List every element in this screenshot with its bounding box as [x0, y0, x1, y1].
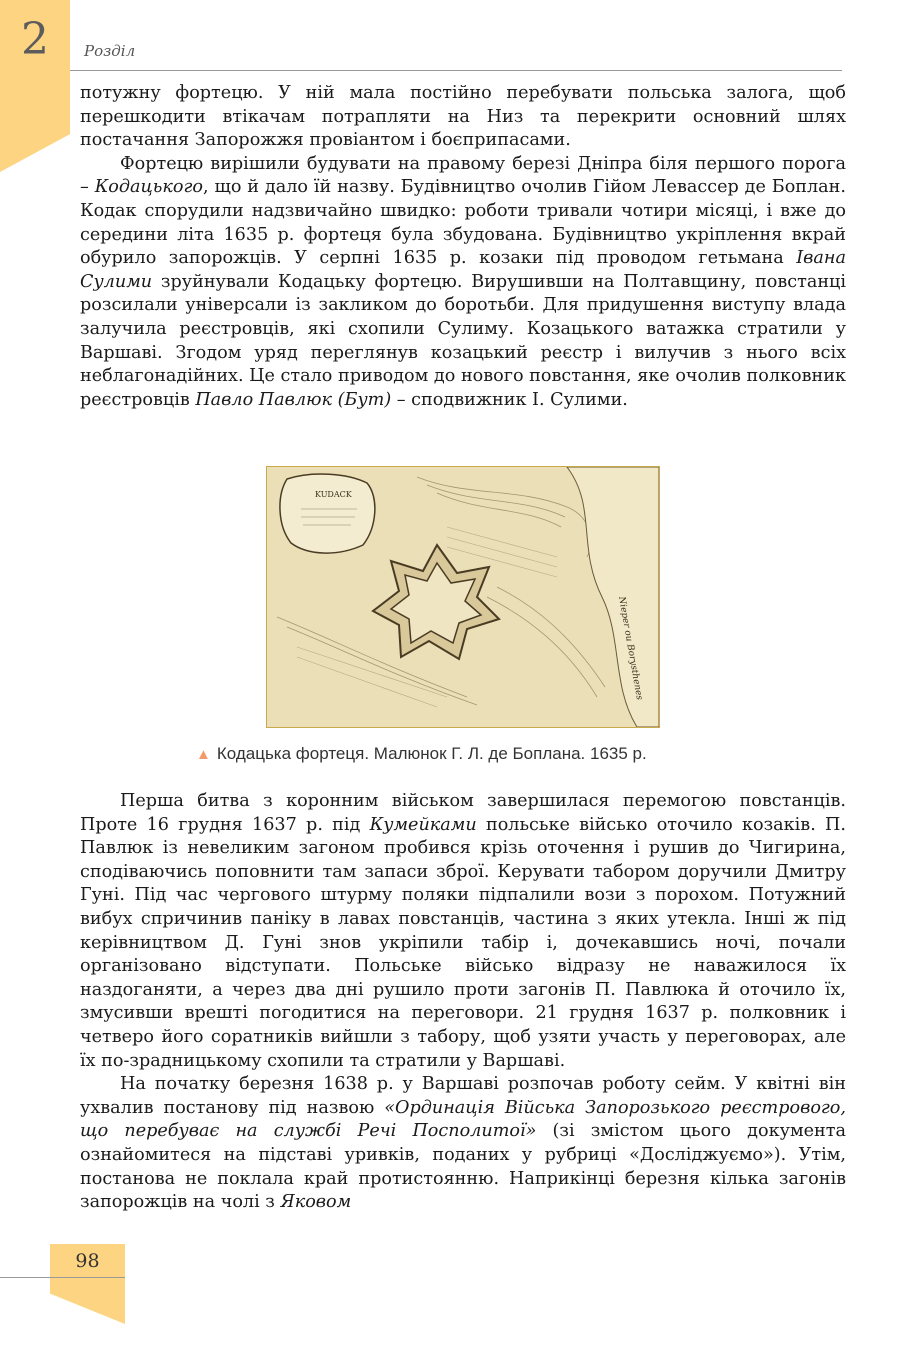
paragraph: потужну фортецю. У ній мала постійно перебувати польська залога, щоб перешкодити втікачам потрапляти на Низ та перекрити основний шлях постачання Запорожжя провіантом і боєприпасами. [80, 83, 846, 151]
triangle-up-icon: ▲ [196, 746, 211, 763]
italic-name: Павло Павлюк (Бут) [195, 389, 392, 410]
italic-document-title: «Ординація Війська Запорозького реєстрового, що перебуває на службі Речі Посполитої» [80, 1097, 846, 1142]
text-block-top [80, 82, 846, 412]
map-cartouche [280, 474, 375, 553]
italic-term: Кодацького [94, 177, 203, 198]
kodak-fortress-engraving [266, 466, 660, 728]
paragraph: Фортецю вирішили будувати на правому березі Дніпра біля першого порога – Кодацького, що й дало їй назву. Будівництво очолив Гійом Левассер де Боплан. Кодак спорудили надзвичайно швидко: роботи тривали чотири місяці, і вже до середини літа 1635 р. фортеця була збудована. Будівництво укріплення вкрай обурило запорожців. У серпні 1635 р. козаки під проводом гетьмана Івана Сулими зруйнували Кодацьку фортецю. Вирушивши на Полтавщину, повстанці розсилали універсали із закликом до боротьби. Для придушення виступу влада залучила реєстровців, які схопили Сулиму. Козацького ватажка стратили у Варшаві. Згодом уряд переглянув козацький реєстр і вилучив з нього всіх неблагонадійних. Це стало приводом до нового повстання, яке очолив полковник реєстровців Павло Павлюк (Бут) – сподвижник І. Сулими. [80, 153, 846, 410]
chapter-label: Розділ [84, 42, 136, 60]
page-number: 98 [75, 1250, 100, 1272]
italic-name: Яковом [280, 1192, 352, 1213]
header-divider [70, 70, 842, 71]
italic-place: Кумейками [369, 814, 477, 835]
figure-caption: ▲ Кодацька фортеця. Малюнок Г. Л. де Боплана. 1635 р. [196, 744, 647, 763]
fortress-map-illustration [267, 467, 659, 727]
chapter-number: 2 [21, 14, 49, 65]
italic-name: Івана Сулими [80, 248, 846, 292]
text-block-bottom [80, 790, 846, 1215]
cartouche-text: KUDACK [315, 490, 352, 499]
footer-divider [0, 1277, 125, 1278]
paragraph: Перша битва з коронним військом завершилася перемогою повстанців. Проте 16 грудня 1637 р. під Кумейками польське військо оточило козаків. П. Павлюк із невеликим загоном пробився крізь оточення і рушив до Чигирина, сподіваючись поповнити там запаси зброї. Керувати табором доручили Дмитру Гуні. Під час чергового штурму поляки підпалили вози з порохом. Потужний вибух спричинив паніку в лавах повстанців, частина з яких утекла. Інші ж під керівництвом Д. Гуні знов укріпили табір і, дочекавшись ночі, почали організовано відступати. Польське військо відразу не наважилося їх наздоганяти, а через два дні рушило проти загонів П. Павлюка й оточило їх, змусивши врешті погодитися на переговори. 21 грудня 1637 р. полковник і четверо його соратників вийшли з табору, щоб узяти участь у переговорах, але їх по-зрадницькому схопили та стратили у Варшаві. [80, 791, 846, 1071]
paragraph: На початку березня 1638 р. у Варшаві розпочав роботу сейм. У квітні він ухвалив постанову під назвою «Ординація Війська Запорозького реєстрового, що перебуває на службі Речі Посполитої» (зі змістом цього документа ознайомитеся на підставі уривків, поданих у рубриці «Досліджуємо»). Утім, постанова не поклала край протистоянню. Наприкінці березня кілька загонів запорожців на чолі з Яковом [80, 1074, 846, 1213]
river-label: Nieper ou Borysthenes [616, 595, 645, 701]
